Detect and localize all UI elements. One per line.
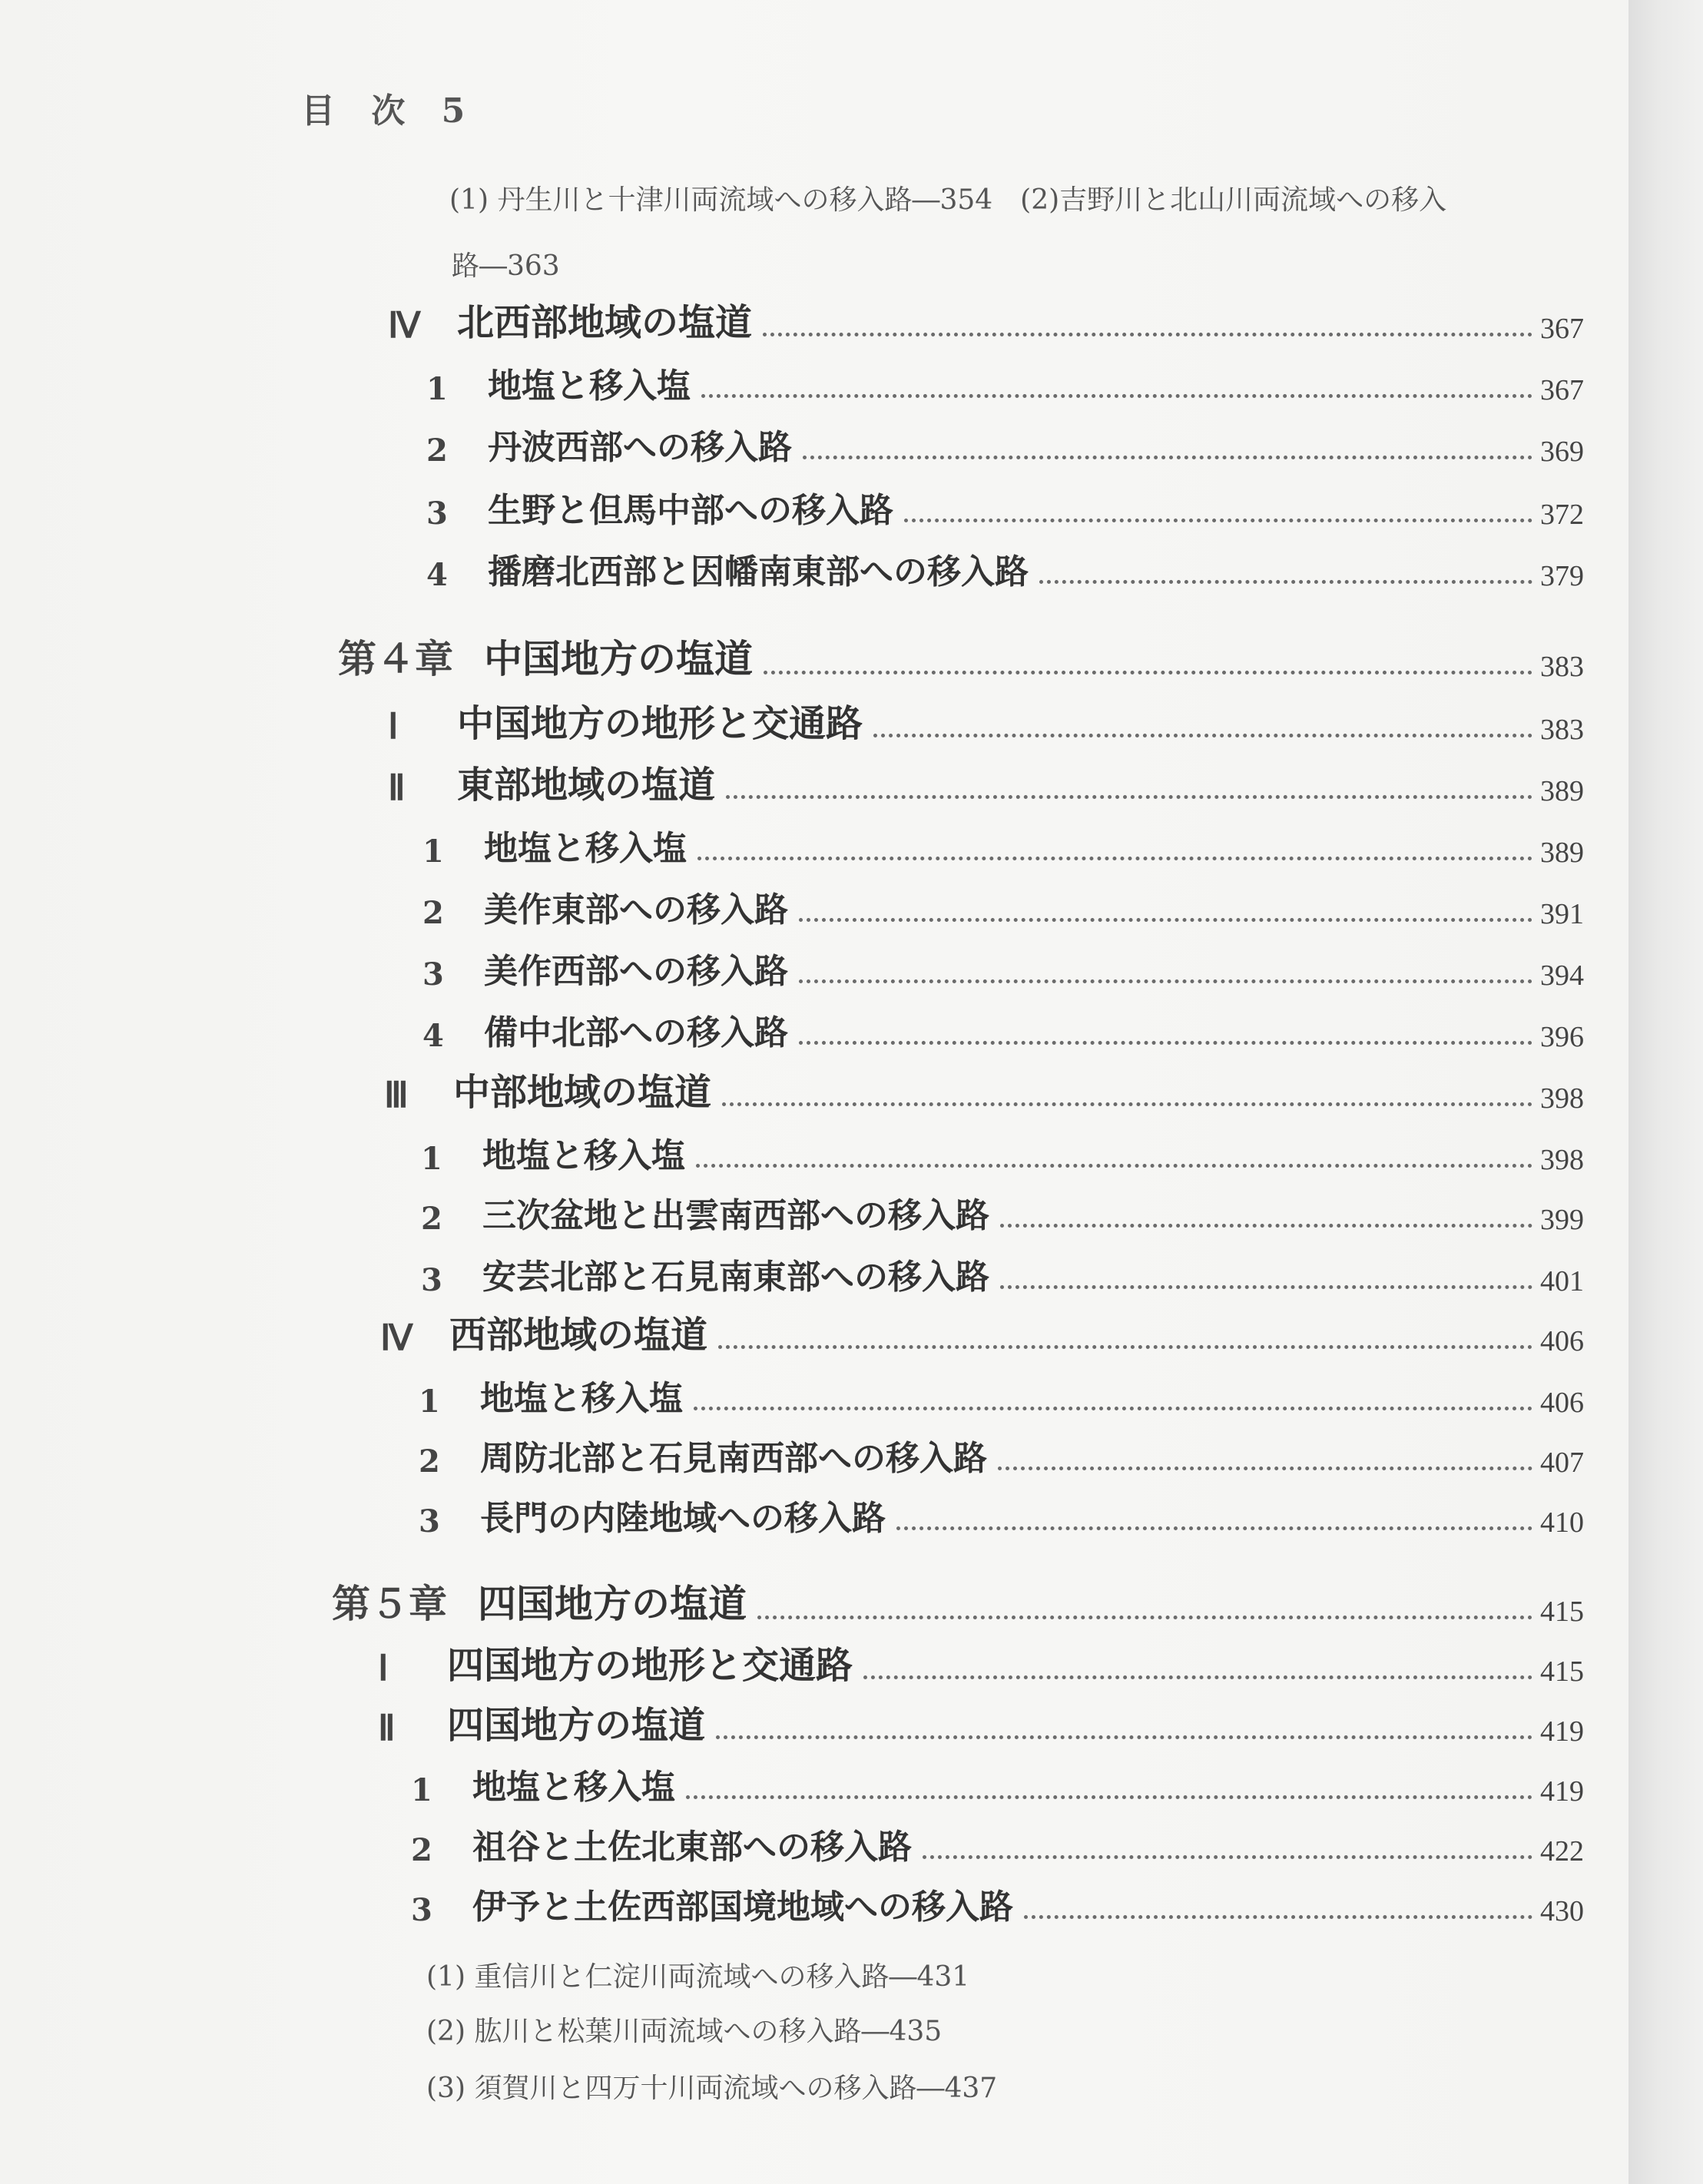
entry-number: 1 [422, 833, 444, 870]
entry-title: 三次盆地と出雲南西部への移入路 [482, 1196, 989, 1235]
entry-number: 2 [422, 895, 444, 931]
toc-entry-item [419, 1433, 1584, 1480]
subsection-line: (1) 重信川と仁淀川両流域への移入路―431 [426, 1961, 970, 1993]
entry-page-number: 407 [1540, 1447, 1584, 1479]
leader-dots [726, 795, 1532, 799]
entry-title: 美作西部への移入路 [484, 952, 788, 991]
entry-page-number: 406 [1540, 1325, 1584, 1357]
toc-entry-section [378, 1702, 1584, 1748]
leader-dots [686, 1795, 1532, 1799]
toc-entry-section [384, 1069, 1584, 1115]
entry-title: 四国地方の塩道 [447, 1704, 706, 1747]
leader-dots [694, 1407, 1532, 1410]
entry-title: 美作東部への移入路 [484, 890, 788, 930]
subsection-line-continued: 路―363 [452, 250, 560, 282]
entry-page-number: 401 [1540, 1265, 1584, 1297]
subsection-line: (2) 肱川と松葉川両流域への移入路―435 [426, 2016, 943, 2047]
toc-entry-item [411, 1822, 1584, 1868]
leader-dots [716, 1735, 1532, 1739]
entry-number: 2 [419, 1443, 440, 1480]
entry-number: 2 [426, 432, 448, 469]
toc-entry-item [419, 1374, 1584, 1420]
entry-page-number: 422 [1540, 1835, 1584, 1868]
entry-page-number: 406 [1540, 1387, 1584, 1419]
entry-page-number: 389 [1540, 837, 1584, 869]
entry-page-number: 419 [1540, 1775, 1584, 1808]
entry-title: 周防北部と石見南西部への移入路 [480, 1439, 987, 1478]
entry-title: 中部地域の塩道 [453, 1071, 712, 1114]
entry-page-number: 430 [1540, 1895, 1584, 1927]
entry-number: 3 [426, 495, 448, 532]
entry-number: 1 [419, 1384, 440, 1420]
toc-entry-section [388, 762, 1584, 808]
entry-title: 伊予と土佐西部国境地域への移入路 [472, 1887, 1013, 1927]
leader-dots [873, 734, 1532, 737]
entry-page-number: 394 [1540, 959, 1584, 992]
toc-entry-item [422, 824, 1584, 870]
entry-page-number: 391 [1540, 898, 1584, 930]
entry-title: 東部地域の塩道 [457, 764, 716, 807]
subsection-line: (3) 須賀川と四万十川両流域への移入路―437 [426, 2073, 998, 2104]
entry-number: 4 [422, 1018, 444, 1054]
entry-page-number: 410 [1540, 1506, 1584, 1539]
entry-title: 丹波西部への移入路 [488, 428, 792, 467]
entry-number: 4 [426, 557, 448, 593]
leader-dots [863, 1675, 1532, 1679]
leader-dots [696, 1164, 1532, 1168]
toc-entry-chapter [332, 1582, 1584, 1629]
entry-number: Ⅰ [388, 707, 399, 746]
leader-dots [1000, 1224, 1532, 1228]
toc-entry-chapter [338, 638, 1584, 684]
entry-page-number: 415 [1540, 1655, 1584, 1688]
entry-page-number: 396 [1540, 1021, 1584, 1053]
entry-number: Ⅱ [388, 768, 406, 807]
entry-number: Ⅳ [380, 1318, 413, 1357]
chapter-title: 中国地方の塩道 [484, 636, 753, 681]
entry-title: 備中北部への移入路 [484, 1013, 788, 1052]
leader-dots [803, 456, 1532, 459]
entry-page-number: 383 [1540, 651, 1584, 683]
leader-dots [799, 1041, 1532, 1045]
entry-page-number: 398 [1540, 1144, 1584, 1176]
entry-title: 生野と但馬中部への移入路 [488, 491, 893, 530]
entry-number: Ⅳ [388, 306, 421, 345]
entry-title: 長門の内陸地域への移入路 [480, 1499, 886, 1538]
chapter-number: 第５章 [332, 1581, 447, 1626]
entry-number: 2 [411, 1832, 432, 1868]
entry-number: 1 [426, 371, 448, 407]
entry-title: 地塩と移入塩 [484, 829, 687, 868]
toc-entry-item [421, 1191, 1584, 1237]
page-edge [1628, 0, 1703, 2184]
entry-page-number: 383 [1540, 714, 1584, 746]
toc-entry-item [426, 486, 1584, 532]
entry-title: 地塩と移入塩 [480, 1379, 683, 1418]
entry-title: 中国地方の地形と交通路 [457, 702, 863, 745]
leader-dots [722, 1102, 1532, 1106]
leader-dots [718, 1345, 1532, 1349]
chapter-number: 第４章 [338, 636, 453, 681]
entry-title: 地塩と移入塩 [488, 366, 691, 406]
entry-page-number: 369 [1540, 436, 1584, 468]
entry-number: 3 [422, 956, 444, 993]
toc-entry-item [411, 1762, 1584, 1808]
leader-dots [998, 1466, 1532, 1470]
entry-number: Ⅰ [378, 1649, 389, 1688]
toc-entry-item [426, 547, 1584, 593]
toc-entry-item [426, 361, 1584, 407]
toc-entry-item [426, 423, 1584, 469]
entry-page-number: 372 [1540, 499, 1584, 531]
entry-page-number: 398 [1540, 1082, 1584, 1115]
toc-entry-section [388, 701, 1584, 747]
toc-entry-item [421, 1252, 1584, 1298]
leader-dots [904, 519, 1532, 522]
leader-dots [757, 1616, 1532, 1619]
entry-number: Ⅲ [384, 1075, 409, 1115]
toc-entry-item [422, 885, 1584, 931]
running-header: 目 次 5 [301, 91, 478, 131]
entry-page-number: 379 [1540, 560, 1584, 592]
entry-page-number: 367 [1540, 313, 1584, 345]
leader-dots [763, 333, 1532, 336]
entry-page-number: 415 [1540, 1596, 1584, 1628]
toc-entry-item [419, 1493, 1584, 1539]
entry-page-number: 399 [1540, 1204, 1584, 1236]
entry-title: 北西部地域の塩道 [457, 301, 753, 344]
toc-entry-section [388, 300, 1584, 346]
entry-title: 地塩と移入塩 [472, 1768, 675, 1807]
entry-number: 3 [419, 1503, 440, 1539]
entry-page-number: 367 [1540, 374, 1584, 406]
entry-number: 2 [421, 1201, 442, 1237]
chapter-title: 四国地方の塩道 [478, 1581, 747, 1626]
entry-title: 祖谷と土佐北東部への移入路 [472, 1828, 912, 1867]
toc-entry-item [421, 1131, 1584, 1177]
entry-title: 地塩と移入塩 [482, 1136, 685, 1175]
entry-title: 四国地方の地形と交通路 [447, 1644, 853, 1687]
leader-dots [799, 918, 1532, 922]
entry-number: 3 [421, 1262, 442, 1298]
leader-dots [923, 1855, 1532, 1859]
entry-number: 1 [421, 1141, 442, 1177]
entry-title: 西部地域の塩道 [449, 1314, 708, 1357]
entry-page-number: 389 [1540, 775, 1584, 807]
subsection-line: (1) 丹生川と十津川両流域への移入路―354 (2)吉野川と北山川両流域への移入 [449, 184, 1447, 216]
leader-dots [701, 394, 1532, 398]
toc-entry-item [411, 1882, 1584, 1928]
leader-dots [896, 1526, 1532, 1530]
entry-title: 安芸北部と石見南東部への移入路 [482, 1258, 989, 1297]
entry-title: 播磨北西部と因幡南東部への移入路 [488, 552, 1029, 592]
leader-dots [697, 857, 1532, 860]
toc-entry-item [422, 1008, 1584, 1054]
entry-number: 3 [411, 1892, 432, 1928]
entry-number: Ⅱ [378, 1708, 396, 1748]
leader-dots [799, 979, 1532, 983]
leader-dots [1000, 1285, 1532, 1289]
toc-entry-section [380, 1312, 1584, 1358]
leader-dots [764, 671, 1532, 674]
entry-number: 1 [411, 1772, 432, 1808]
entry-page-number: 419 [1540, 1715, 1584, 1748]
leader-dots [1024, 1915, 1532, 1919]
leader-dots [1039, 580, 1532, 584]
toc-entry-section [378, 1642, 1584, 1689]
toc-entry-item [422, 946, 1584, 993]
